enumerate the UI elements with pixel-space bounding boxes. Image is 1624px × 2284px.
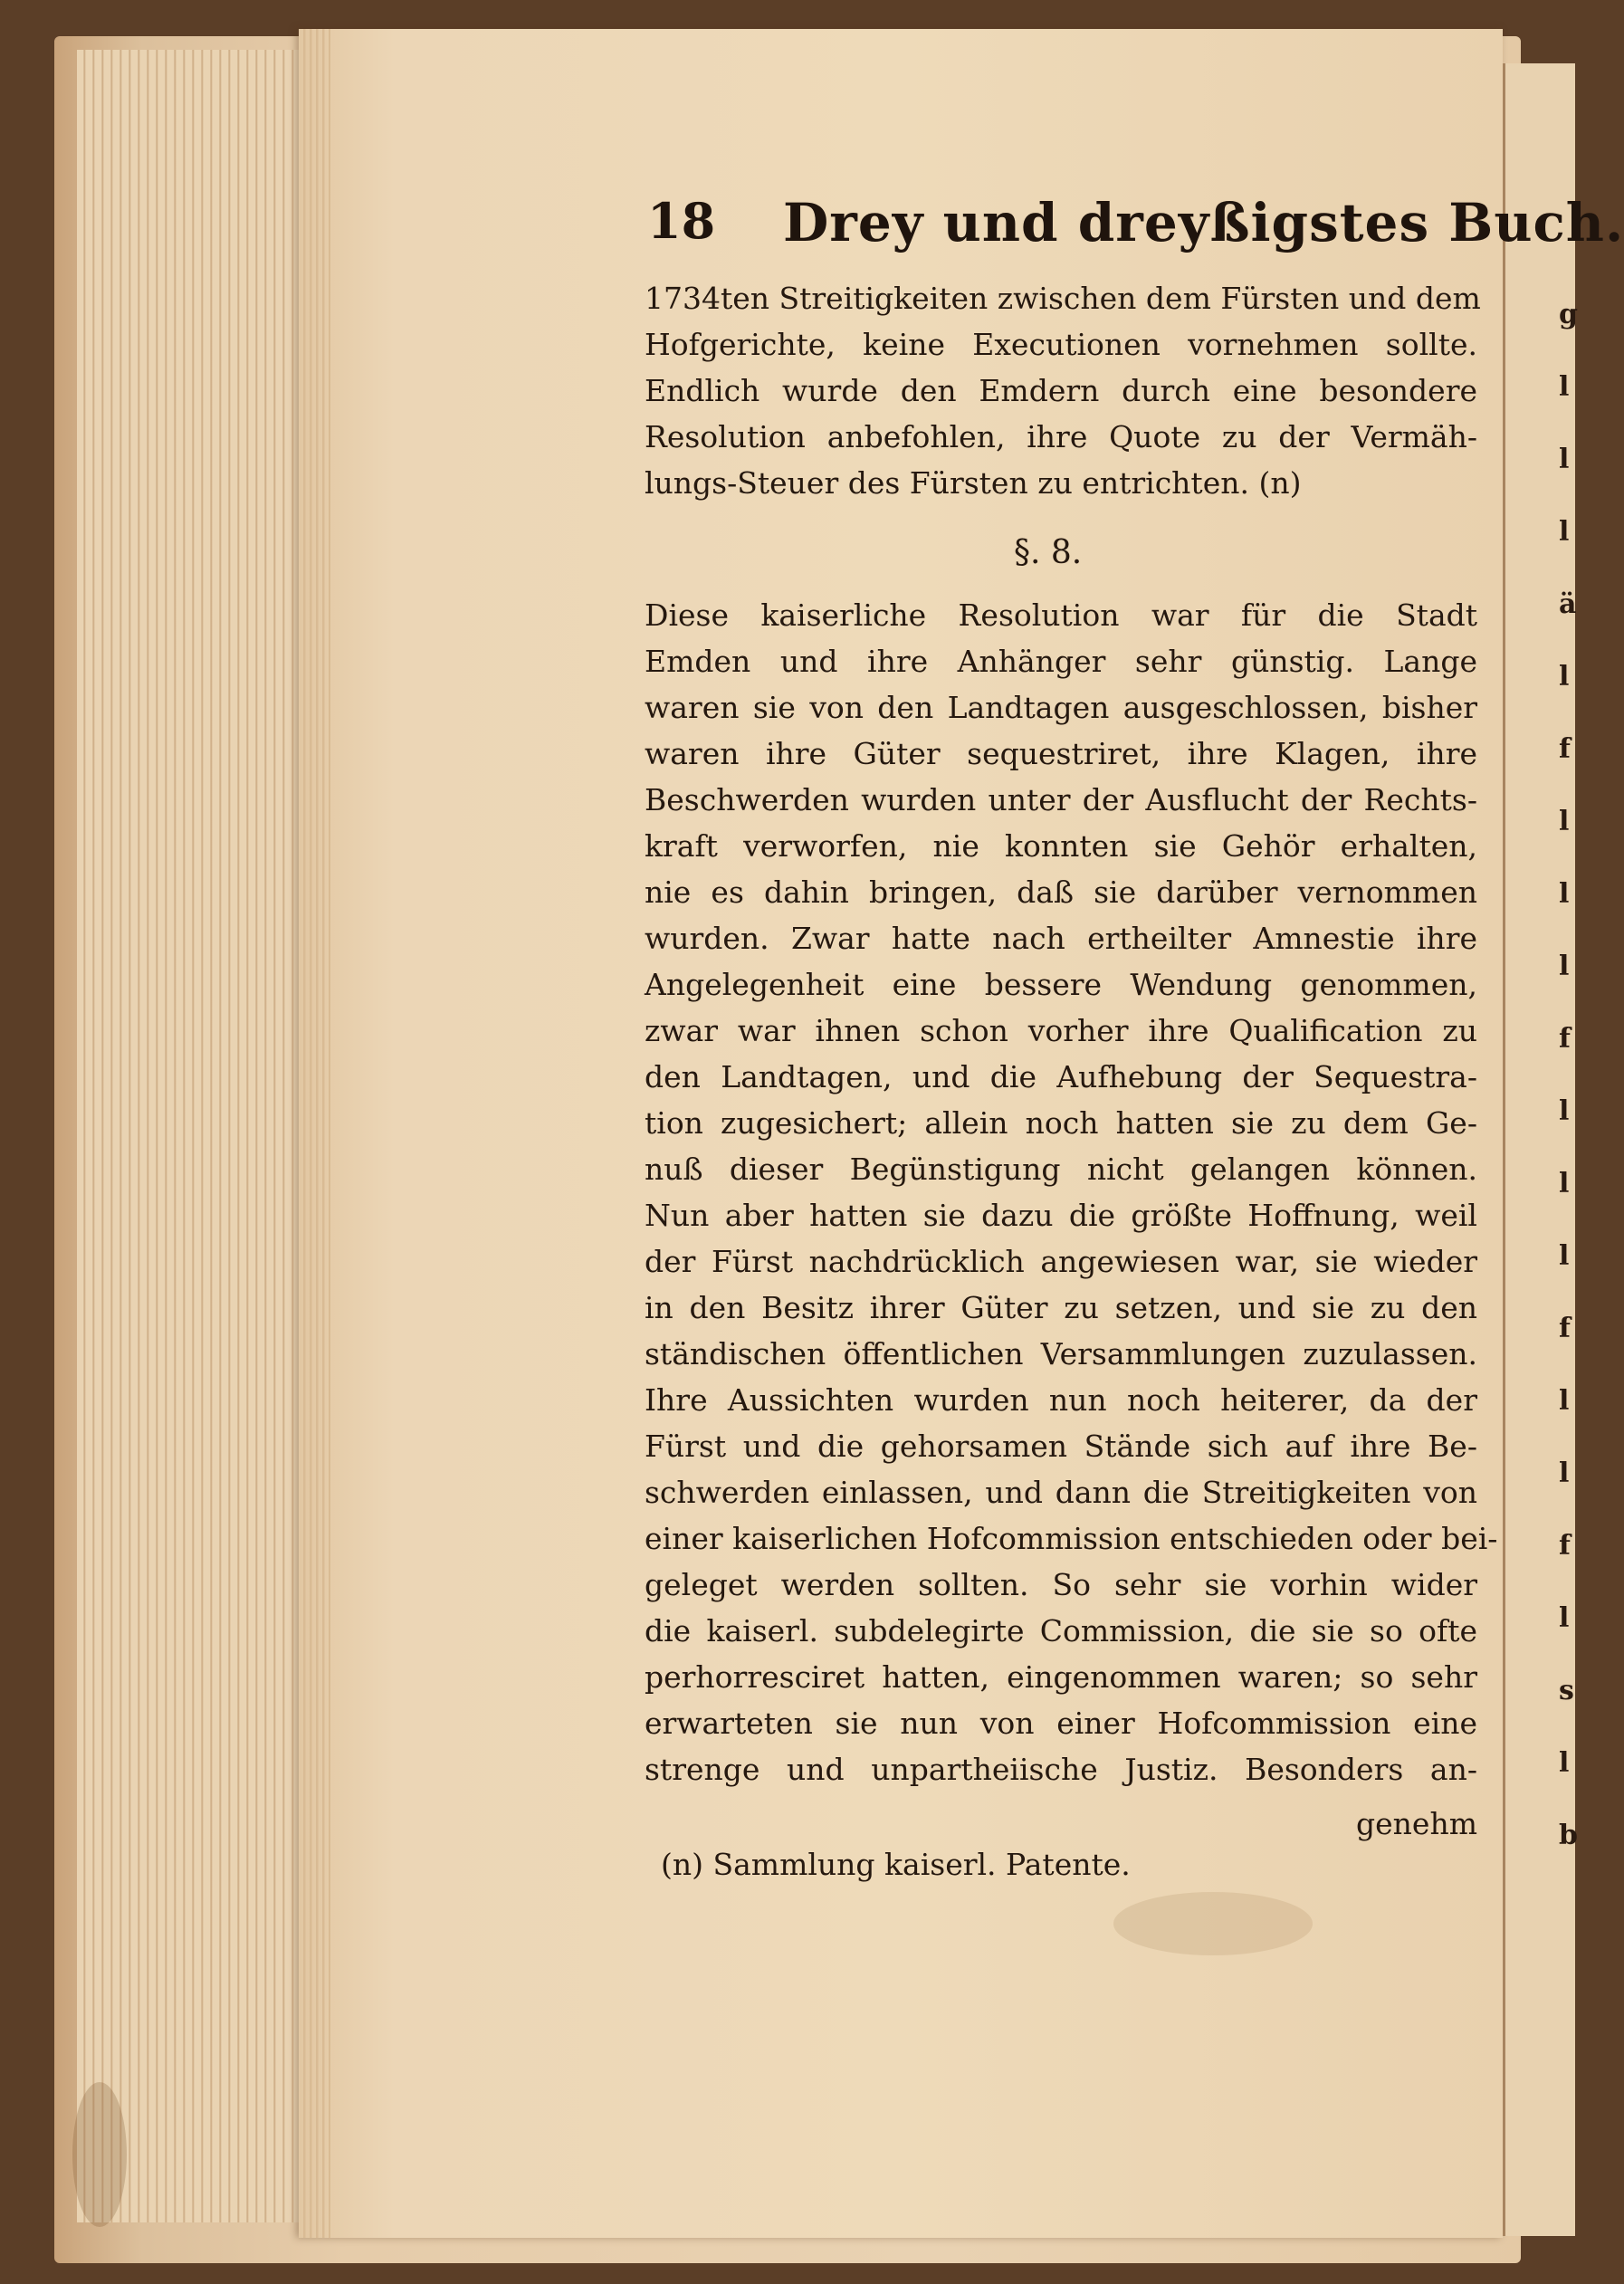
next-page-letter: f: [1559, 1023, 1571, 1055]
page-gutter: [303, 29, 330, 2238]
section-paragraph: [645, 593, 1498, 1797]
page-edges: [77, 50, 314, 2222]
text-line: Emden und ihre Anhänger sehr günstig. Lange: [645, 644, 1477, 679]
next-page-letter: g: [1559, 299, 1578, 330]
next-page-letter: l: [1559, 1602, 1570, 1634]
next-page-letter: l: [1559, 951, 1570, 982]
next-page-letter: l: [1559, 1457, 1570, 1489]
text-line: ständischen öffentlichen Versammlungen zuzulassen.: [645, 1336, 1477, 1371]
text-line: tion zugesichert; allein noch hatten sie zu dem Ge-: [645, 1105, 1477, 1141]
text-line: geleget werden sollten. So sehr sie vorhin wider: [645, 1567, 1477, 1602]
next-page-letter: l: [1559, 371, 1570, 403]
text-line: Ihre Aussichten wurden nun noch heiterer, da der: [645, 1382, 1477, 1418]
catchword: genehm: [1356, 1806, 1477, 1841]
next-page-letter: l: [1559, 878, 1570, 910]
text-line: zwar war ihnen schon vorher ihre Qualification zu: [645, 1013, 1477, 1048]
text-line: erwarteten sie nun von einer Hofcommission eine: [645, 1706, 1477, 1741]
next-page-letter: l: [1559, 806, 1570, 837]
text-line: wurden. Zwar hatte nach ertheilter Amnestie ihre: [645, 921, 1477, 956]
text-line: strenge und unpartheiische Justiz. Besonders an-: [645, 1752, 1477, 1787]
body-paragraph: [645, 276, 1481, 521]
next-page-letter: l: [1559, 661, 1570, 693]
next-page-letter: l: [1559, 1095, 1570, 1127]
footnote: (n) Sammlung kaiserl. Patente.: [661, 1847, 1131, 1882]
text-line: lungs-Steuer des Fürsten zu entrichten. (n): [645, 465, 1302, 501]
text-line: waren sie von den Landtagen ausgeschlossen, bisher: [645, 690, 1477, 725]
next-page-letter: l: [1559, 444, 1570, 475]
next-page-letter: l: [1559, 1240, 1570, 1272]
next-page-letter: l: [1559, 1747, 1570, 1779]
next-page-letter: b: [1559, 1820, 1578, 1851]
next-page-letter: f: [1559, 733, 1571, 765]
text-line: schwerden einlassen, und dann die Streitigkeiten von: [645, 1475, 1477, 1510]
text-line: waren ihre Güter sequestriret, ihre Klagen, ihre: [645, 736, 1477, 771]
text-line: Beschwerden wurden unter der Ausflucht der Rechts-: [645, 782, 1477, 817]
running-title: Drey und dreyßigstes Buch.: [783, 192, 1624, 253]
next-page-letter: l: [1559, 1168, 1570, 1199]
section-mark: §. 8.: [1014, 534, 1083, 571]
text-line: kraft verworfen, nie konnten sie Gehör erhalten,: [645, 828, 1477, 864]
next-page-letter: ä: [1559, 588, 1577, 620]
paper-stain: [72, 2082, 127, 2227]
next-page-letter: f: [1559, 1313, 1571, 1344]
text-line: Fürst und die gehorsamen Stände sich auf ihre Be-: [645, 1429, 1477, 1464]
next-page-letter: f: [1559, 1530, 1571, 1562]
next-page-letter: l: [1559, 1385, 1570, 1417]
page-header: [647, 192, 1624, 264]
paper-stain: [1113, 1892, 1313, 1955]
text-line: Nun aber hatten sie dazu die größte Hoffnung, weil: [645, 1198, 1477, 1233]
text-line: Hofgerichte, keine Executionen vornehmen sollte.: [645, 327, 1477, 362]
next-page-letter: l: [1559, 516, 1570, 548]
text-line: Angelegenheit eine bessere Wendung genommen,: [645, 967, 1477, 1002]
text-line: Endlich wurde den Emdern durch eine besondere: [645, 373, 1477, 408]
text-line: Diese kaiserliche Resolution war für die Stadt: [645, 597, 1477, 633]
text-line: einer kaiserlichen Hofcommission entschieden oder bei-: [645, 1521, 1498, 1556]
text-line: Resolution anbefohlen, ihre Quote zu der Vermäh-: [645, 419, 1477, 454]
text-line: den Landtagen, und die Aufhebung der Sequestra-: [645, 1059, 1477, 1094]
text-line: nuß dieser Begünstigung nicht gelangen können.: [645, 1152, 1477, 1187]
text-line: in den Besitz ihrer Güter zu setzen, und sie zu den: [645, 1290, 1477, 1325]
text-line: nie es dahin bringen, daß sie darüber vernommen: [645, 874, 1477, 910]
page-number: 18: [647, 192, 716, 250]
text-line: 1734ten Streitigkeiten zwischen dem Fürsten und dem: [645, 281, 1481, 316]
text-line: die kaiserl. subdelegirte Commission, die sie so ofte: [645, 1613, 1477, 1648]
next-page-letter: s: [1559, 1675, 1574, 1706]
catchword-line: [645, 1801, 1477, 1847]
text-line: perhorresciret hatten, eingenommen waren; so sehr: [645, 1659, 1477, 1695]
text-line: der Fürst nachdrücklich angewiesen war, sie wieder: [645, 1244, 1477, 1279]
